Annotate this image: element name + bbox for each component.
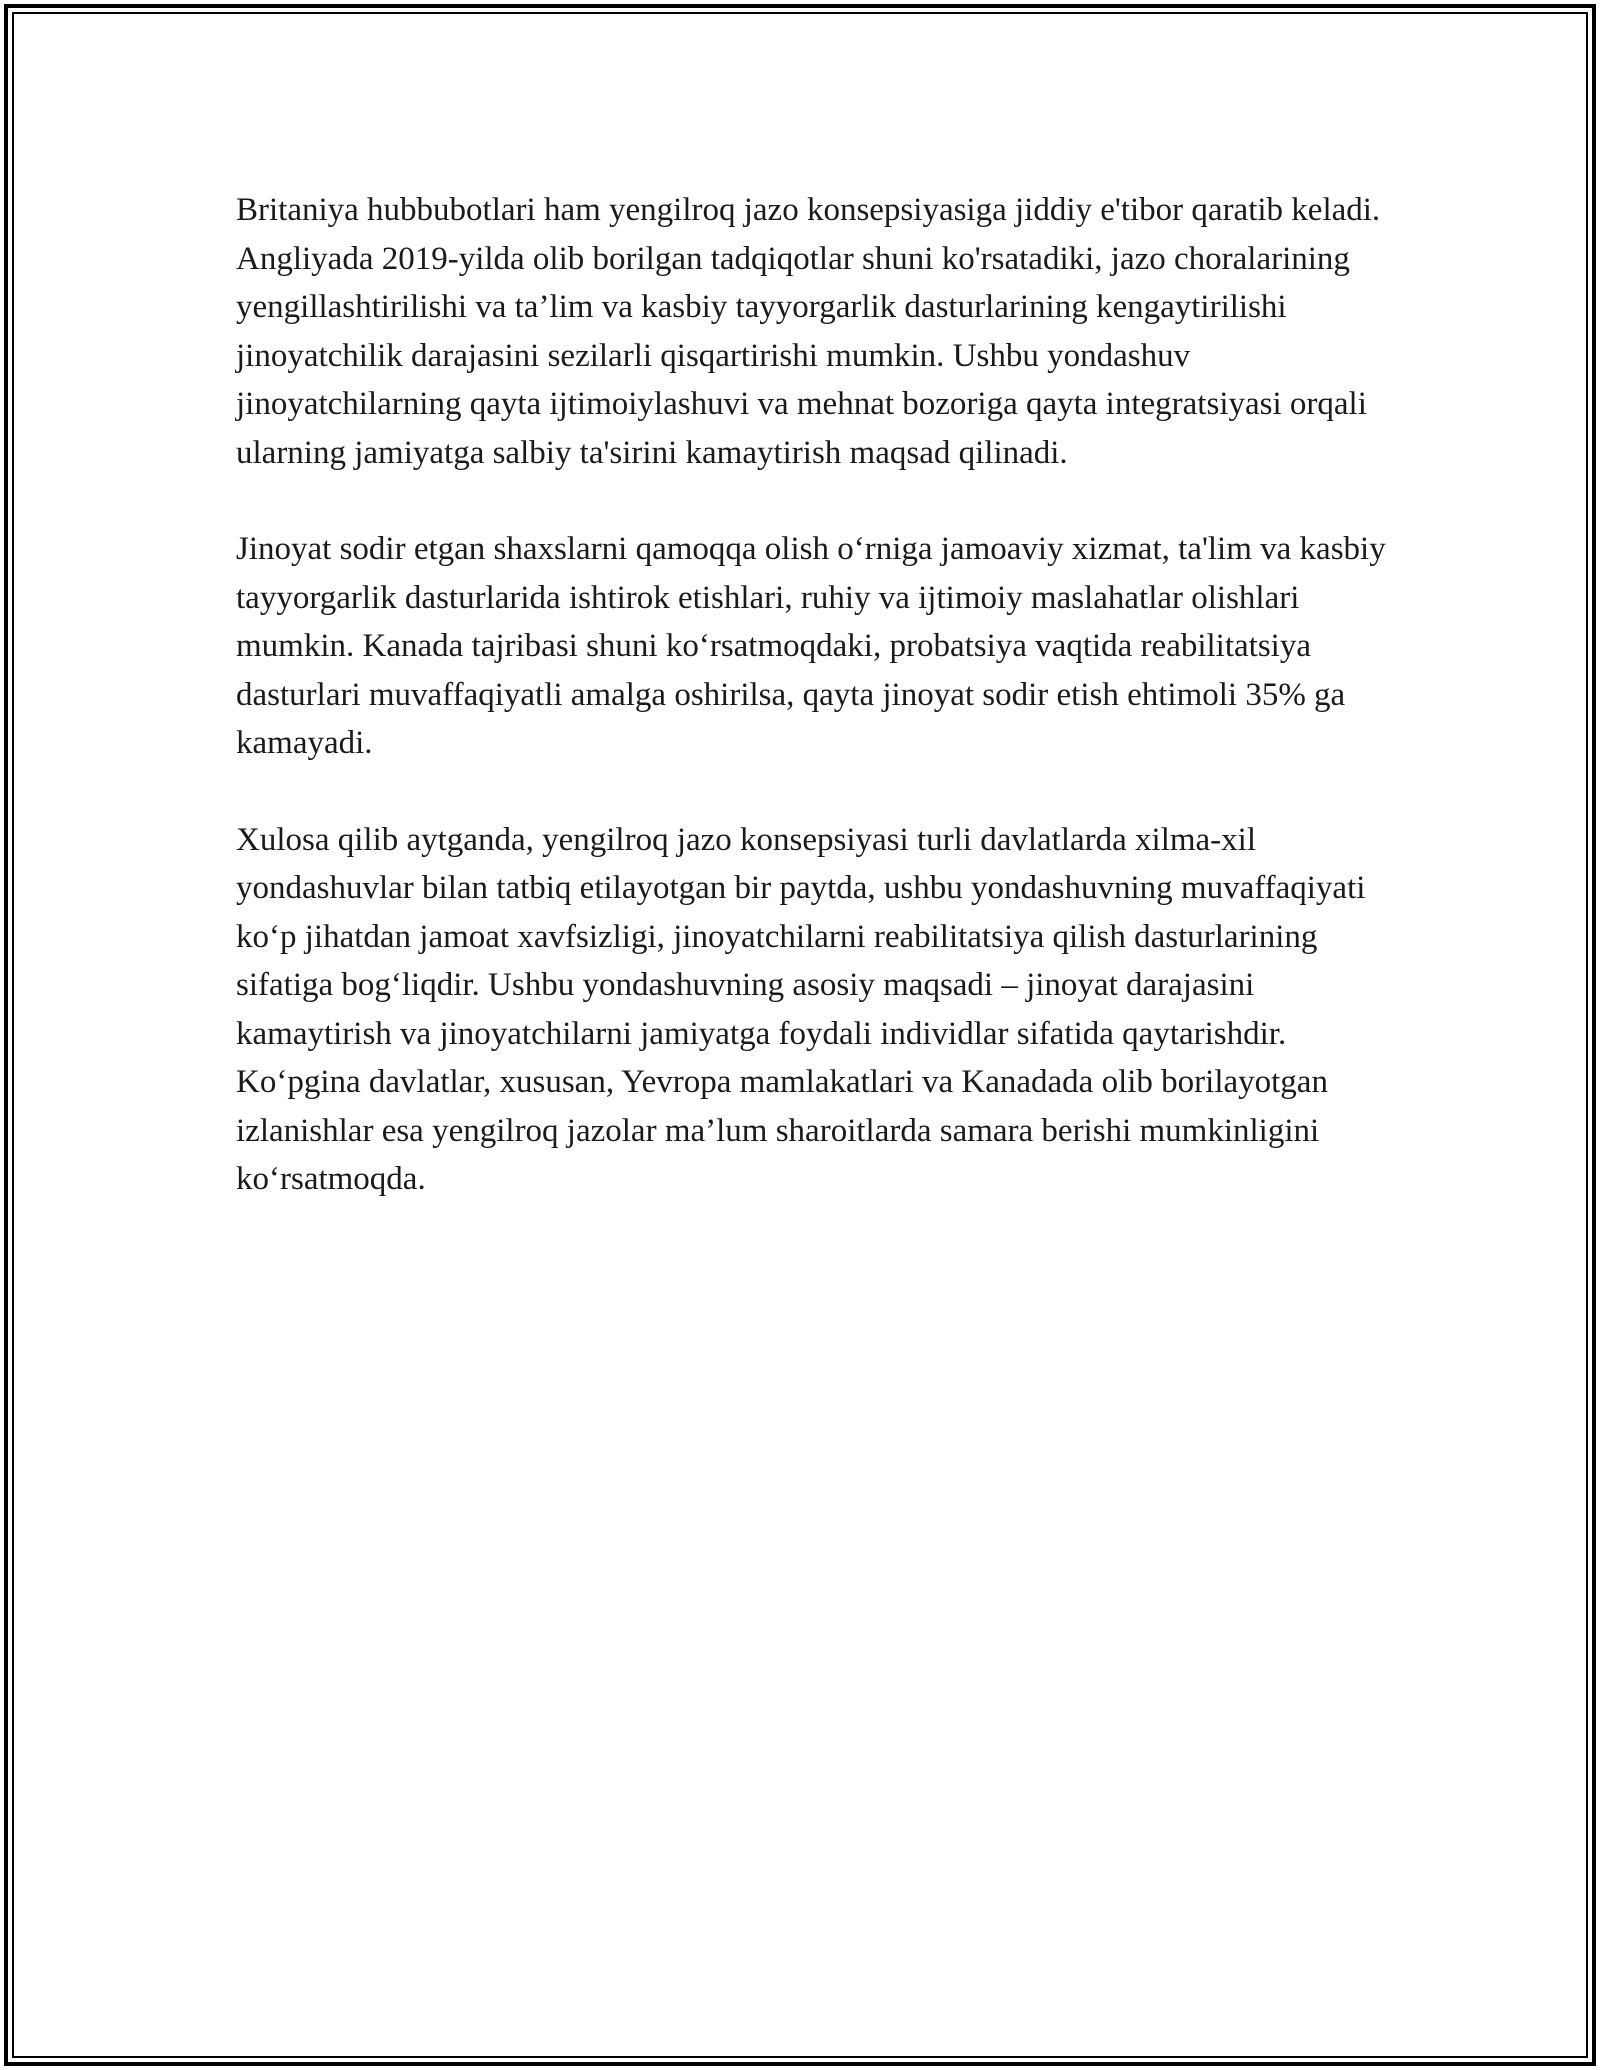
document-body	[236, 186, 1386, 1252]
paragraph-3: Xulosa qilib aytganda, yengilroq jazo konsepsiyasi turli davlatlarda xilma-xil yondashuvlar bilan tatbiq etilayotgan bir paytda, ushbu yondashuvning muvaffaqiyati ko‘p jihatdan jamoat xavfsizligi, jinoyatchilarni reabilitatsiya qilish dasturlarining sifatiga bog‘liqdir. Ushbu yondashuvning asosiy maqsadi – jinoyat darajasini kamaytirish va jinoyatchilarni jamiyatga foydali individlar sifatida qaytarishdir. Ko‘pgina davlatlar, xususan, Yevropa mamlakatlari va Kanadada olib borilayotgan izlanishlar esa yengilroq jazolar ma’lum sharoitlarda samara berishi mumkinligini ko‘rsatmoqda.	[236, 821, 1366, 1197]
paragraph-1: Britaniya hubbubotlari ham yengilroq jazo konsepsiyasiga jiddiy e'tibor qaratib keladi. Angliyada 2019-yilda olib borilgan tadqiqotlar shuni ko'rsatadiki, jazo choralarining yengillashtirilishi va ta’lim va kasbiy tayyorgarlik dasturlarining kengaytirilishi jinoyatchilik darajasini sezilarli qisqartirishi mumkin. Ushbu yondashuv jinoyatchilarning qayta ijtimoiylashuvi va mehnat bozoriga qayta integratsiyasi orqali ularning jamiyatga salbiy ta'sirini kamaytirish maqsad qilinadi.	[236, 192, 1381, 471]
paragraph-2: Jinoyat sodir etgan shaxslarni qamoqqa olish o‘rniga jamoaviy xizmat, ta'lim va kasbiy tayyorgarlik dasturlarida ishtirok etishlari, ruhiy va ijtimoiy maslahatlar olishlari mumkin. Kanada tajribasi shuni ko‘rsatmoqdaki, probatsiya vaqtida reabilitatsiya dasturlari muvaffaqiyatli amalga oshirilsa, qayta jinoyat sodir etish ehtimoli 35% ga kamayadi.	[236, 531, 1386, 761]
